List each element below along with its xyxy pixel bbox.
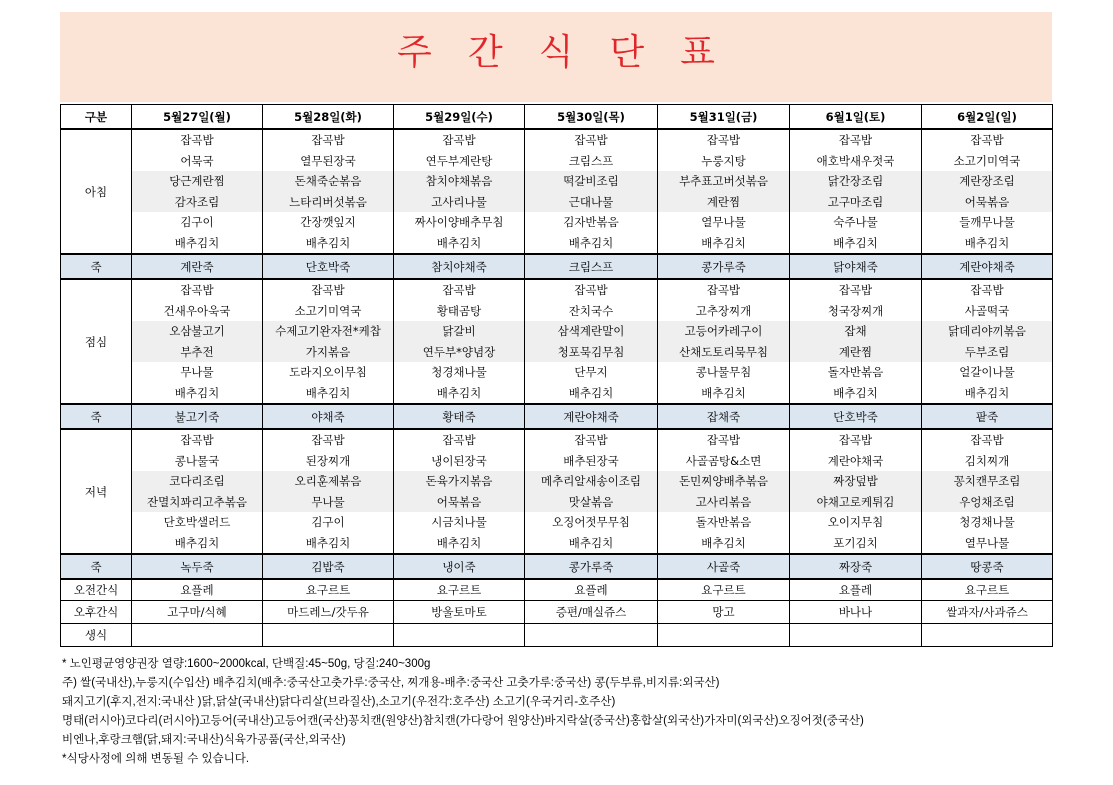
menu-item: 배추김치: [964, 385, 1010, 400]
menu-item: 오리훈제볶음: [263, 471, 393, 492]
menu-item: 배추김치: [964, 235, 1010, 250]
menu-item: 청국장찌개: [827, 303, 884, 318]
dinner-label: 저녁: [61, 429, 132, 554]
menu-item: 도라지오이무침: [289, 365, 367, 379]
porridge-row: [61, 254, 1053, 279]
menu-item: 배추김치: [568, 385, 614, 400]
header-cell-day: 6월2일(일): [922, 105, 1053, 130]
porridge3-cell: 사골죽: [658, 554, 790, 579]
menu-item: 느타리버섯볶음: [263, 192, 393, 213]
porridge3-cell: 김밥죽: [263, 554, 394, 579]
am_snack-cell: 요구르트: [658, 579, 790, 601]
notes: [62, 655, 1107, 769]
pm_snack-cell: 마드레느/갓두유: [263, 601, 394, 624]
pm-snack-label: 오후간식: [61, 601, 132, 624]
dinner-day-cell: [790, 429, 922, 554]
menu-item: 사골곰탕&소면: [685, 453, 762, 468]
menu-item: 무나물: [263, 492, 393, 513]
lunch-day-cell: [132, 279, 263, 404]
lunch-day-cell: [658, 279, 790, 404]
breakfast-day-cell: [263, 129, 394, 254]
menu-item: 잡곡밥: [574, 133, 608, 147]
menu-item: 산채도토리묵무침: [658, 342, 789, 363]
menu-item: 잡곡밥: [180, 433, 214, 447]
raw-cell: [394, 624, 525, 647]
menu-item: 어묵볶음: [922, 192, 1052, 213]
porridge3-cell: 냉이죽: [394, 554, 525, 579]
menu-item: 배추김치: [436, 235, 482, 250]
menu-item: 부추전: [132, 342, 262, 363]
menu-item: 김구이: [180, 215, 214, 229]
menu-item: 참치야채볶음: [394, 171, 524, 192]
porridge1-cell: 단호박죽: [263, 254, 394, 279]
porridge2-cell: 야채죽: [263, 404, 394, 429]
porridge-row: [61, 554, 1053, 579]
porridge2-cell: 불고기죽: [132, 404, 263, 429]
porridge1-cell: 참치야채죽: [394, 254, 525, 279]
porridge-label: 죽: [61, 404, 132, 429]
menu-item: 크림스프: [568, 153, 614, 168]
menu-item: 배추김치: [305, 535, 351, 550]
menu-item: 잡곡밥: [838, 283, 873, 297]
menu-item: 고추장찌개: [695, 303, 752, 318]
menu-item: 잡곡밥: [574, 433, 608, 447]
pm-snack-row: [61, 601, 1053, 624]
pm_snack-cell: 방울토마토: [394, 601, 525, 624]
am_snack-cell: 요플레: [525, 579, 658, 601]
raw-cell: [790, 624, 922, 647]
menu-item: 연두부계란탕: [425, 153, 493, 168]
menu-item: 열무된장국: [300, 153, 356, 168]
menu-item: 잡곡밥: [180, 133, 214, 147]
menu-item: 숙주나물: [833, 215, 878, 229]
raw-cell: [132, 624, 263, 647]
menu-item: 배추김치: [568, 535, 614, 550]
menu-item: 돌자반볶음: [695, 515, 752, 529]
am_snack-cell: 요구르트: [394, 579, 525, 601]
menu-item: 야채고로케튀김: [790, 492, 921, 513]
porridge1-cell: 닭야채죽: [790, 254, 922, 279]
am_snack-cell: 요구르트: [263, 579, 394, 601]
am_snack-cell: 요구르트: [922, 579, 1053, 601]
lunch-day-cell: [922, 279, 1053, 404]
menu-item: 메추리알새송이조림: [525, 471, 657, 492]
lunch-day-cell: [394, 279, 525, 404]
menu-item: 배추김치: [305, 385, 351, 400]
dinner-day-cell: [658, 429, 790, 554]
menu-item: 잡곡밥: [574, 283, 608, 297]
porridge1-cell: 계란야채죽: [922, 254, 1053, 279]
menu-item: 감자조림: [132, 192, 262, 213]
menu-item: 닭데리야끼볶음: [922, 321, 1052, 342]
menu-item: 고사리볶음: [658, 492, 789, 513]
menu-item: 돈채죽순볶음: [263, 171, 393, 192]
menu-item: 고구마조림: [790, 192, 921, 213]
menu-item: 무나물: [180, 365, 214, 379]
menu-item: 배추김치: [568, 235, 614, 250]
menu-item: 건새우아욱국: [163, 303, 231, 318]
menu-item: 어묵볶음: [394, 492, 524, 513]
menu-item: 고사리나물: [394, 192, 524, 213]
page-title: 주간식단표: [397, 32, 751, 73]
note-line: *식당사정에 의해 변동될 수 있습니다.: [62, 753, 250, 765]
header-cell-category: 구분: [61, 105, 132, 130]
menu-item: 배추김치: [701, 535, 746, 550]
menu-item: 오이지무침: [827, 515, 884, 529]
menu-item: 짜사이양배추무침: [414, 215, 504, 229]
menu-item: 고등어카레구이: [658, 321, 789, 342]
menu-item: 근대나물: [525, 192, 657, 213]
menu-item: 얼갈이나물: [959, 365, 1015, 379]
porridge2-cell: 황태죽: [394, 404, 525, 429]
porridge-label: 죽: [61, 254, 132, 279]
menu-item: 배추김치: [833, 235, 878, 250]
menu-item: 배추김치: [701, 385, 746, 400]
menu-item: 잡곡밥: [442, 283, 476, 297]
header-cell-day: 6월1일(토): [790, 105, 922, 130]
pm_snack-cell: 바나나: [790, 601, 922, 624]
menu-item: 가지볶음: [263, 342, 393, 363]
menu-item: 연두부*양념장: [394, 342, 524, 363]
menu-item: 잡곡밥: [180, 283, 214, 297]
menu-item: 잡곡밥: [970, 133, 1004, 147]
menu-item: 잡채: [790, 321, 921, 342]
porridge1-cell: 크림스프: [525, 254, 658, 279]
menu-item: 삼색계란말이: [525, 321, 657, 342]
raw-cell: [658, 624, 790, 647]
porridge1-cell: 콩가루죽: [658, 254, 790, 279]
am_snack-cell: 요플레: [132, 579, 263, 601]
menu-item: 황태곰탕: [436, 303, 482, 318]
porridge3-cell: 짜장죽: [790, 554, 922, 579]
menu-item: 잔멸치꽈리고추볶음: [132, 492, 262, 513]
porridge1-cell: 계란죽: [132, 254, 263, 279]
menu-item: 잡곡밥: [442, 433, 476, 447]
menu-item: 잡곡밥: [706, 133, 741, 147]
breakfast-label: 아침: [61, 129, 132, 254]
menu-item: 닭갈비: [394, 321, 524, 342]
title-banner: [60, 12, 1052, 102]
menu-item: 배추김치: [833, 385, 878, 400]
menu-item: 열무나물: [964, 535, 1010, 550]
menu-item: 떡갈비조림: [525, 171, 657, 192]
porridge3-cell: 콩가루죽: [525, 554, 658, 579]
dinner-day-cell: [132, 429, 263, 554]
menu-item: 계란야채국: [827, 453, 884, 468]
lunch-day-cell: [263, 279, 394, 404]
menu-item: 잡곡밥: [311, 433, 345, 447]
raw-cell: [525, 624, 658, 647]
pm_snack-cell: 고구마/식혜: [132, 601, 263, 624]
menu-item: 배추김치: [174, 535, 220, 550]
note-line: 돼지고기(후지,전지:국내산 )닭,닭살(국내산)닭다리살(브라질산),소고기(우전각:호주산) 소고기(우국거리-호주산): [62, 696, 616, 708]
breakfast-day-cell: [394, 129, 525, 254]
menu-item: 오징어젓무무침: [552, 515, 630, 529]
porridge2-cell: 단호박죽: [790, 404, 922, 429]
porridge3-cell: 녹두죽: [132, 554, 263, 579]
menu-item: 계란찜: [658, 192, 789, 213]
raw-food-row: [61, 624, 1053, 647]
menu-item: 수제고기완자전*케찹: [263, 321, 393, 342]
menu-item: 김구이: [311, 515, 345, 529]
note-line: 명태(러시아)코다리(러시아)고등어(국내산)고등어캔(국산)꽁치캔(원양산)참치캔(가다랑어 원양산)바지락살(중국산)홍합살(외국산)가자미(외국산)오징어젓(중국산): [62, 715, 864, 727]
header-cell-day: 5월29일(수): [394, 105, 525, 130]
weekly-menu-table: [60, 104, 1053, 647]
menu-item: 된장찌개: [305, 453, 351, 468]
menu-item: 계란찜: [790, 342, 921, 363]
menu-item: 어묵국: [180, 153, 214, 168]
menu-item: 청포묵김무침: [525, 342, 657, 363]
breakfast-day-cell: [658, 129, 790, 254]
menu-item: 열무나물: [701, 215, 746, 229]
lunch-day-cell: [525, 279, 658, 404]
menu-item: 잡곡밥: [311, 133, 345, 147]
porridge2-cell: 계란야채죽: [525, 404, 658, 429]
menu-item: 청경채나물: [431, 365, 487, 379]
menu-item: 잡곡밥: [311, 283, 345, 297]
menu-item: 청경채나물: [959, 515, 1015, 529]
pm_snack-cell: 망고: [658, 601, 790, 624]
menu-item: 잔치국수: [568, 303, 614, 318]
menu-item: 오삼불고기: [132, 321, 262, 342]
header-cell-day: 5월30일(목): [525, 105, 658, 130]
menu-item: 두부조림: [922, 342, 1052, 363]
menu-item: 배추김치: [174, 385, 220, 400]
menu-item: 맛살볶음: [525, 492, 657, 513]
porridge3-cell: 땅콩죽: [922, 554, 1053, 579]
menu-item: 시금치나물: [431, 515, 487, 529]
menu-item: 사골떡국: [964, 303, 1010, 318]
menu-item: 잡곡밥: [970, 283, 1004, 297]
raw-food-label: 생식: [61, 624, 132, 647]
menu-item: 배추김치: [174, 235, 220, 250]
menu-item: 김자반볶음: [563, 215, 619, 229]
menu-item: 잡곡밥: [838, 433, 873, 447]
menu-item: 잡곡밥: [838, 133, 873, 147]
menu-item: 꽁치캔무조림: [922, 471, 1052, 492]
header-cell-day: 5월28일(화): [263, 105, 394, 130]
breakfast-day-cell: [525, 129, 658, 254]
menu-item: 잡곡밥: [706, 283, 741, 297]
menu-item: 콩나물국: [174, 453, 220, 468]
menu-item: 소고기미역국: [953, 153, 1021, 168]
menu-item: 잡곡밥: [970, 433, 1004, 447]
dinner-day-cell: [525, 429, 658, 554]
note-line: * 노인평균영양권장 열량:1600~2000kcal, 단백질:45~50g, 당질:240~300g: [62, 658, 431, 670]
pm_snack-cell: 쌀과자/사과쥬스: [922, 601, 1053, 624]
am-snack-row: [61, 579, 1053, 601]
menu-item: 돈육가지볶음: [394, 471, 524, 492]
header-cell-day: 5월27일(월): [132, 105, 263, 130]
lunch-day-cell: [790, 279, 922, 404]
menu-item: 코다리조림: [132, 471, 262, 492]
breakfast-row: [61, 129, 1053, 254]
am_snack-cell: 요플레: [790, 579, 922, 601]
header-cell-day: 5월31일(금): [658, 105, 790, 130]
dinner-day-cell: [922, 429, 1053, 554]
porridge2-cell: 잡채죽: [658, 404, 790, 429]
menu-item: 돈민찌양배추볶음: [658, 471, 789, 492]
menu-item: 단무지: [574, 365, 608, 379]
menu-item: 들깨무나물: [959, 215, 1015, 229]
menu-item: 짜장덮밥: [790, 471, 921, 492]
pm_snack-cell: 증편/매실쥬스: [525, 601, 658, 624]
menu-item: 단호박샐러드: [163, 515, 231, 529]
menu-item: 배추된장국: [563, 453, 619, 468]
menu-item: 냉이된장국: [431, 453, 487, 468]
dinner-row: [61, 429, 1053, 554]
am-snack-label: 오전간식: [61, 579, 132, 601]
menu-item: 포기김치: [833, 535, 878, 550]
menu-item: 계란장조림: [922, 171, 1052, 192]
menu-item: 잡곡밥: [442, 133, 476, 147]
menu-item: 당근계란찜: [132, 171, 262, 192]
porridge-label: 죽: [61, 554, 132, 579]
lunch-row: [61, 279, 1053, 404]
note-line: 주) 쌀(국내산),누룽지(수입산) 배추김치(배추:중국산고춧가루:중국산, 찌개용-배추:중국산 고춧가루:중국산) 콩(두부류,비지류:외국산): [62, 677, 720, 689]
menu-item: 부추표고버섯볶음: [658, 171, 789, 192]
menu-item: 우엉채조림: [922, 492, 1052, 513]
menu-item: 닭간장조림: [790, 171, 921, 192]
raw-cell: [922, 624, 1053, 647]
menu-item: 돌자반볶음: [827, 365, 884, 379]
porridge-row: [61, 404, 1053, 429]
lunch-label: 점심: [61, 279, 132, 404]
raw-cell: [263, 624, 394, 647]
menu-item: 배추김치: [701, 235, 746, 250]
menu-item: 배추김치: [436, 535, 482, 550]
breakfast-day-cell: [790, 129, 922, 254]
menu-item: 배추김치: [436, 385, 482, 400]
menu-item: 김치찌개: [964, 453, 1010, 468]
menu-item: 누룽지탕: [701, 153, 746, 168]
menu-item: 배추김치: [305, 235, 351, 250]
menu-item: 콩나물무침: [695, 365, 752, 379]
menu-item: 애호박새우젓국: [816, 153, 895, 168]
menu-item: 잡곡밥: [706, 433, 741, 447]
porridge2-cell: 팥죽: [922, 404, 1053, 429]
menu-item: 소고기미역국: [294, 303, 362, 318]
breakfast-day-cell: [922, 129, 1053, 254]
menu-item: 간장깻잎지: [300, 215, 356, 229]
note-line: 비엔나,후랑크햄(닭,돼지:국내산)식육가공품(국산,외국산): [62, 734, 346, 746]
dinner-day-cell: [394, 429, 525, 554]
header-row: [61, 105, 1053, 130]
dinner-day-cell: [263, 429, 394, 554]
breakfast-day-cell: [132, 129, 263, 254]
